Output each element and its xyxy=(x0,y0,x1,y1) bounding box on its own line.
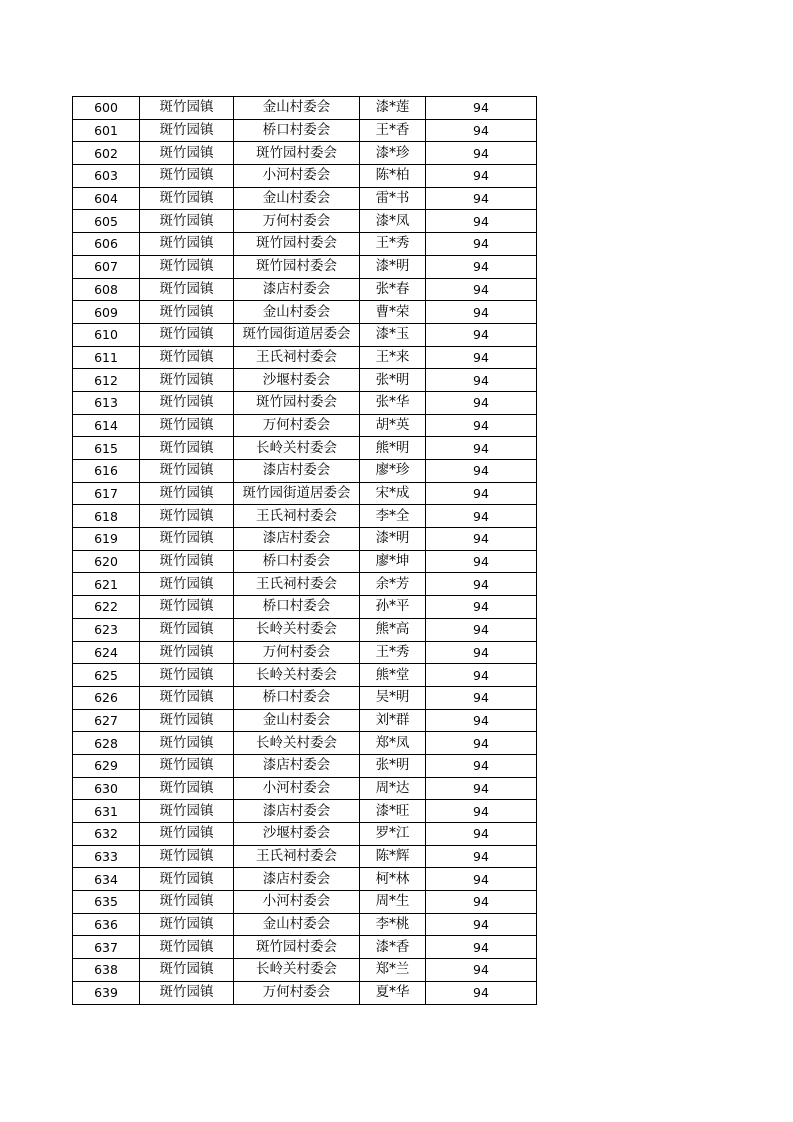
cell-village: 漆店村委会 xyxy=(234,460,360,483)
cell-town: 斑竹园镇 xyxy=(140,278,234,301)
cell-town: 斑竹园镇 xyxy=(140,868,234,891)
cell-score: 94 xyxy=(426,777,537,800)
cell-town: 斑竹园镇 xyxy=(140,596,234,619)
cell-score: 94 xyxy=(426,187,537,210)
cell-village: 桥口村委会 xyxy=(234,686,360,709)
table-row xyxy=(73,709,537,732)
cell-number: 637 xyxy=(73,936,140,959)
table-row xyxy=(73,165,537,188)
cell-name: 李*全 xyxy=(360,505,426,528)
cell-town: 斑竹园镇 xyxy=(140,323,234,346)
table-row xyxy=(73,800,537,823)
cell-score: 94 xyxy=(426,210,537,233)
cell-score: 94 xyxy=(426,596,537,619)
table-row xyxy=(73,119,537,142)
cell-number: 621 xyxy=(73,573,140,596)
cell-score: 94 xyxy=(426,119,537,142)
table-row xyxy=(73,596,537,619)
cell-village: 小河村委会 xyxy=(234,777,360,800)
cell-score: 94 xyxy=(426,142,537,165)
cell-score: 94 xyxy=(426,823,537,846)
cell-number: 612 xyxy=(73,369,140,392)
cell-number: 627 xyxy=(73,709,140,732)
cell-village: 桥口村委会 xyxy=(234,550,360,573)
cell-number: 613 xyxy=(73,391,140,414)
cell-village: 金山村委会 xyxy=(234,97,360,120)
cell-number: 620 xyxy=(73,550,140,573)
cell-village: 小河村委会 xyxy=(234,891,360,914)
table-row xyxy=(73,210,537,233)
cell-score: 94 xyxy=(426,981,537,1004)
cell-name: 郑*凤 xyxy=(360,732,426,755)
cell-town: 斑竹园镇 xyxy=(140,550,234,573)
cell-town: 斑竹园镇 xyxy=(140,936,234,959)
cell-town: 斑竹园镇 xyxy=(140,346,234,369)
cell-village: 漆店村委会 xyxy=(234,754,360,777)
cell-town: 斑竹园镇 xyxy=(140,165,234,188)
cell-name: 柯*林 xyxy=(360,868,426,891)
cell-number: 626 xyxy=(73,686,140,709)
cell-town: 斑竹园镇 xyxy=(140,187,234,210)
table-row xyxy=(73,142,537,165)
cell-score: 94 xyxy=(426,369,537,392)
cell-town: 斑竹园镇 xyxy=(140,664,234,687)
cell-town: 斑竹园镇 xyxy=(140,686,234,709)
cell-village: 桥口村委会 xyxy=(234,119,360,142)
cell-town: 斑竹园镇 xyxy=(140,891,234,914)
cell-village: 斑竹园村委会 xyxy=(234,936,360,959)
cell-number: 632 xyxy=(73,823,140,846)
cell-name: 雷*书 xyxy=(360,187,426,210)
cell-town: 斑竹园镇 xyxy=(140,845,234,868)
cell-name: 廖*坤 xyxy=(360,550,426,573)
cell-score: 94 xyxy=(426,800,537,823)
cell-village: 长岭关村委会 xyxy=(234,618,360,641)
cell-number: 616 xyxy=(73,460,140,483)
cell-number: 633 xyxy=(73,845,140,868)
table-row xyxy=(73,482,537,505)
cell-number: 614 xyxy=(73,414,140,437)
cell-name: 漆*莲 xyxy=(360,97,426,120)
table-row xyxy=(73,528,537,551)
cell-town: 斑竹园镇 xyxy=(140,505,234,528)
cell-village: 斑竹园村委会 xyxy=(234,142,360,165)
cell-name: 王*秀 xyxy=(360,233,426,256)
cell-name: 余*芳 xyxy=(360,573,426,596)
cell-village: 漆店村委会 xyxy=(234,868,360,891)
cell-score: 94 xyxy=(426,913,537,936)
table-row xyxy=(73,981,537,1004)
cell-number: 638 xyxy=(73,959,140,982)
cell-village: 斑竹园街道居委会 xyxy=(234,323,360,346)
table-row xyxy=(73,868,537,891)
cell-town: 斑竹园镇 xyxy=(140,641,234,664)
cell-name: 漆*明 xyxy=(360,255,426,278)
table-row xyxy=(73,754,537,777)
cell-village: 斑竹园村委会 xyxy=(234,255,360,278)
cell-name: 熊*高 xyxy=(360,618,426,641)
cell-town: 斑竹园镇 xyxy=(140,369,234,392)
cell-name: 刘*群 xyxy=(360,709,426,732)
cell-score: 94 xyxy=(426,482,537,505)
cell-name: 周*达 xyxy=(360,777,426,800)
cell-town: 斑竹园镇 xyxy=(140,981,234,1004)
table-row xyxy=(73,845,537,868)
table-row xyxy=(73,414,537,437)
cell-number: 630 xyxy=(73,777,140,800)
cell-number: 623 xyxy=(73,618,140,641)
cell-village: 金山村委会 xyxy=(234,187,360,210)
cell-name: 漆*凤 xyxy=(360,210,426,233)
cell-number: 601 xyxy=(73,119,140,142)
cell-score: 94 xyxy=(426,346,537,369)
cell-name: 宋*成 xyxy=(360,482,426,505)
cell-score: 94 xyxy=(426,573,537,596)
cell-number: 619 xyxy=(73,528,140,551)
record-table-body xyxy=(73,97,537,1005)
table-row xyxy=(73,369,537,392)
record-table xyxy=(72,96,537,1005)
cell-village: 斑竹园村委会 xyxy=(234,233,360,256)
table-row xyxy=(73,187,537,210)
cell-village: 王氏祠村委会 xyxy=(234,845,360,868)
cell-village: 长岭关村委会 xyxy=(234,959,360,982)
cell-name: 熊*堂 xyxy=(360,664,426,687)
table-row xyxy=(73,278,537,301)
cell-name: 罗*江 xyxy=(360,823,426,846)
table-row xyxy=(73,346,537,369)
cell-number: 605 xyxy=(73,210,140,233)
cell-number: 635 xyxy=(73,891,140,914)
cell-name: 张*华 xyxy=(360,391,426,414)
cell-village: 长岭关村委会 xyxy=(234,732,360,755)
cell-town: 斑竹园镇 xyxy=(140,732,234,755)
table-row xyxy=(73,732,537,755)
cell-town: 斑竹园镇 xyxy=(140,709,234,732)
cell-name: 吴*明 xyxy=(360,686,426,709)
cell-number: 608 xyxy=(73,278,140,301)
cell-name: 周*生 xyxy=(360,891,426,914)
table-row xyxy=(73,936,537,959)
cell-name: 王*秀 xyxy=(360,641,426,664)
table-row xyxy=(73,777,537,800)
cell-number: 615 xyxy=(73,437,140,460)
cell-town: 斑竹园镇 xyxy=(140,119,234,142)
table-row xyxy=(73,323,537,346)
cell-score: 94 xyxy=(426,641,537,664)
cell-score: 94 xyxy=(426,165,537,188)
cell-name: 陈*辉 xyxy=(360,845,426,868)
cell-name: 王*香 xyxy=(360,119,426,142)
table-row xyxy=(73,97,537,120)
cell-name: 李*桃 xyxy=(360,913,426,936)
cell-number: 617 xyxy=(73,482,140,505)
cell-town: 斑竹园镇 xyxy=(140,573,234,596)
table-row xyxy=(73,233,537,256)
table-row xyxy=(73,641,537,664)
cell-village: 桥口村委会 xyxy=(234,596,360,619)
cell-score: 94 xyxy=(426,414,537,437)
table-row xyxy=(73,301,537,324)
cell-score: 94 xyxy=(426,891,537,914)
cell-score: 94 xyxy=(426,664,537,687)
cell-number: 607 xyxy=(73,255,140,278)
cell-village: 金山村委会 xyxy=(234,913,360,936)
cell-number: 624 xyxy=(73,641,140,664)
table-row xyxy=(73,460,537,483)
cell-score: 94 xyxy=(426,301,537,324)
cell-number: 604 xyxy=(73,187,140,210)
cell-score: 94 xyxy=(426,323,537,346)
table-row xyxy=(73,255,537,278)
cell-number: 639 xyxy=(73,981,140,1004)
table-row xyxy=(73,550,537,573)
cell-town: 斑竹园镇 xyxy=(140,142,234,165)
cell-score: 94 xyxy=(426,868,537,891)
cell-town: 斑竹园镇 xyxy=(140,823,234,846)
cell-name: 漆*玉 xyxy=(360,323,426,346)
cell-name: 漆*明 xyxy=(360,528,426,551)
cell-number: 600 xyxy=(73,97,140,120)
cell-village: 斑竹园村委会 xyxy=(234,391,360,414)
cell-score: 94 xyxy=(426,97,537,120)
table-row xyxy=(73,391,537,414)
cell-name: 漆*香 xyxy=(360,936,426,959)
cell-score: 94 xyxy=(426,686,537,709)
table-row xyxy=(73,891,537,914)
cell-village: 漆店村委会 xyxy=(234,528,360,551)
table-row xyxy=(73,618,537,641)
cell-town: 斑竹园镇 xyxy=(140,482,234,505)
cell-score: 94 xyxy=(426,460,537,483)
cell-village: 沙堰村委会 xyxy=(234,823,360,846)
table-row xyxy=(73,664,537,687)
cell-village: 长岭关村委会 xyxy=(234,437,360,460)
cell-town: 斑竹园镇 xyxy=(140,97,234,120)
cell-number: 609 xyxy=(73,301,140,324)
cell-score: 94 xyxy=(426,233,537,256)
cell-village: 万何村委会 xyxy=(234,981,360,1004)
cell-village: 金山村委会 xyxy=(234,301,360,324)
cell-score: 94 xyxy=(426,437,537,460)
cell-name: 曹*荣 xyxy=(360,301,426,324)
cell-village: 长岭关村委会 xyxy=(234,664,360,687)
cell-name: 廖*珍 xyxy=(360,460,426,483)
cell-name: 陈*柏 xyxy=(360,165,426,188)
cell-town: 斑竹园镇 xyxy=(140,913,234,936)
cell-name: 张*明 xyxy=(360,754,426,777)
cell-village: 王氏祠村委会 xyxy=(234,346,360,369)
cell-score: 94 xyxy=(426,732,537,755)
cell-score: 94 xyxy=(426,936,537,959)
cell-number: 610 xyxy=(73,323,140,346)
cell-town: 斑竹园镇 xyxy=(140,301,234,324)
cell-number: 634 xyxy=(73,868,140,891)
cell-name: 漆*珍 xyxy=(360,142,426,165)
cell-score: 94 xyxy=(426,959,537,982)
cell-name: 郑*兰 xyxy=(360,959,426,982)
cell-village: 漆店村委会 xyxy=(234,800,360,823)
cell-town: 斑竹园镇 xyxy=(140,210,234,233)
cell-town: 斑竹园镇 xyxy=(140,959,234,982)
cell-village: 斑竹园街道居委会 xyxy=(234,482,360,505)
cell-village: 王氏祠村委会 xyxy=(234,505,360,528)
cell-village: 万何村委会 xyxy=(234,414,360,437)
cell-score: 94 xyxy=(426,845,537,868)
cell-town: 斑竹园镇 xyxy=(140,618,234,641)
cell-number: 636 xyxy=(73,913,140,936)
cell-village: 小河村委会 xyxy=(234,165,360,188)
cell-score: 94 xyxy=(426,255,537,278)
cell-score: 94 xyxy=(426,550,537,573)
cell-number: 629 xyxy=(73,754,140,777)
table-row xyxy=(73,437,537,460)
cell-name: 漆*旺 xyxy=(360,800,426,823)
cell-number: 625 xyxy=(73,664,140,687)
table-row xyxy=(73,686,537,709)
cell-name: 张*春 xyxy=(360,278,426,301)
cell-name: 熊*明 xyxy=(360,437,426,460)
table-row xyxy=(73,913,537,936)
cell-name: 王*来 xyxy=(360,346,426,369)
cell-village: 沙堰村委会 xyxy=(234,369,360,392)
cell-town: 斑竹园镇 xyxy=(140,460,234,483)
cell-town: 斑竹园镇 xyxy=(140,437,234,460)
cell-number: 611 xyxy=(73,346,140,369)
cell-town: 斑竹园镇 xyxy=(140,414,234,437)
cell-town: 斑竹园镇 xyxy=(140,391,234,414)
table-row xyxy=(73,573,537,596)
cell-score: 94 xyxy=(426,528,537,551)
cell-name: 孙*平 xyxy=(360,596,426,619)
cell-village: 漆店村委会 xyxy=(234,278,360,301)
cell-town: 斑竹园镇 xyxy=(140,255,234,278)
cell-number: 631 xyxy=(73,800,140,823)
cell-town: 斑竹园镇 xyxy=(140,800,234,823)
cell-number: 622 xyxy=(73,596,140,619)
cell-name: 张*明 xyxy=(360,369,426,392)
cell-number: 606 xyxy=(73,233,140,256)
cell-score: 94 xyxy=(426,278,537,301)
table-row xyxy=(73,959,537,982)
cell-name: 夏*华 xyxy=(360,981,426,1004)
cell-village: 王氏祠村委会 xyxy=(234,573,360,596)
cell-town: 斑竹园镇 xyxy=(140,233,234,256)
cell-number: 618 xyxy=(73,505,140,528)
cell-number: 603 xyxy=(73,165,140,188)
cell-score: 94 xyxy=(426,754,537,777)
cell-number: 628 xyxy=(73,732,140,755)
cell-score: 94 xyxy=(426,618,537,641)
cell-name: 胡*英 xyxy=(360,414,426,437)
cell-number: 602 xyxy=(73,142,140,165)
table-row xyxy=(73,823,537,846)
cell-town: 斑竹园镇 xyxy=(140,777,234,800)
cell-score: 94 xyxy=(426,709,537,732)
table-row xyxy=(73,505,537,528)
cell-village: 万何村委会 xyxy=(234,210,360,233)
cell-town: 斑竹园镇 xyxy=(140,528,234,551)
cell-village: 万何村委会 xyxy=(234,641,360,664)
cell-village: 金山村委会 xyxy=(234,709,360,732)
cell-town: 斑竹园镇 xyxy=(140,754,234,777)
cell-score: 94 xyxy=(426,505,537,528)
cell-score: 94 xyxy=(426,391,537,414)
